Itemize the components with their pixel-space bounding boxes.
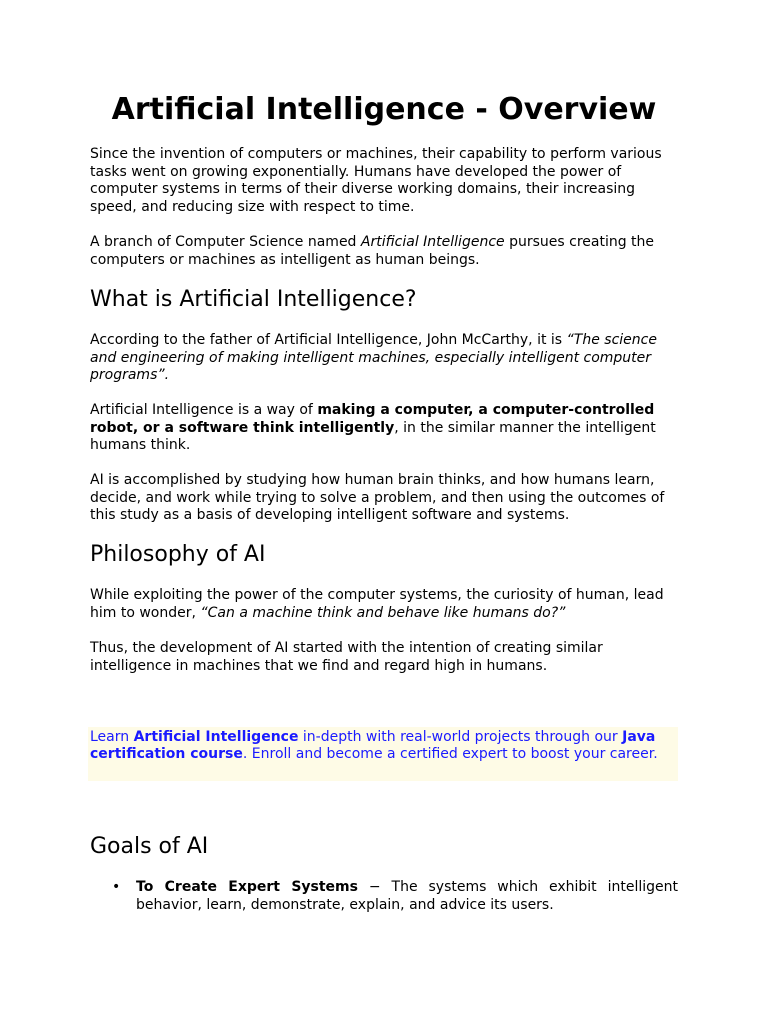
- mccarthy-quote: “The science and engineering of making intelligent machines, especially intelligent computer programs”.: [90, 332, 657, 384]
- intro-paragraph-1: Since the invention of computers or machines, their capability to perform various tasks went on growing exponentially. Humans have developed the power of computer systems in terms of their diverse working domains, their increasing speed, and reducing size with respect to time.: [90, 146, 662, 215]
- intro-paragraph-2-text: A branch of Computer Science named: [90, 234, 361, 250]
- mccarthy-quote-paragraph: [90, 332, 680, 385]
- definition-text-end: , in the similar manner the intelligent humans think.: [90, 419, 656, 454]
- promo-middle-text: in-depth with real-world projects through our: [298, 729, 623, 745]
- promo-text: [88, 727, 678, 764]
- goal-term: To Create Expert Systems: [136, 879, 358, 895]
- promo-topic-link[interactable]: Artificial Intelligence: [133, 729, 299, 745]
- promo-course-link[interactable]: Java certification course: [90, 729, 656, 763]
- promo-end-text: . Enroll and become a certified expert to boost your career.: [242, 746, 658, 763]
- promo-banner[interactable]: [88, 727, 678, 781]
- heading-goals: Goals of AI: [90, 834, 209, 859]
- heading-what-is-ai: What is Artificial Intelligence?: [90, 287, 417, 312]
- how-ai-accomplished-paragraph: AI is accomplished by studying how human brain thinks, and how humans learn, decide, and work while trying to solve a problem, and then using the outcomes of this study as a basis of developing intelligent software and systems.: [90, 472, 665, 524]
- goal-description: − The systems which exhibit intelligent behavior, learn, demonstrate, explain, and advice its users.: [136, 879, 678, 913]
- goals-list: [90, 879, 678, 914]
- definition-emphasis: making a computer, a computer-controlled robot, or a software think intelligently: [90, 402, 655, 436]
- definition-text: Artificial Intelligence is a way of: [90, 402, 318, 418]
- list-item: [90, 879, 678, 914]
- philosophy-paragraph-1: [90, 587, 680, 622]
- page-title: Artificial Intelligence - Overview: [111, 92, 657, 127]
- intro-paragraph-2: [90, 234, 680, 269]
- ai-term-emphasis: Artificial Intelligence: [360, 234, 505, 250]
- intro-paragraph-2-text-end: pursues creating the computers or machines as intelligent as human beings.: [90, 234, 655, 268]
- philosophy-paragraph-2: Thus, the development of AI started with the intention of creating similar intelligence in machines that we find and regard high in humans.: [90, 640, 603, 674]
- promo-learn-text: Learn: [90, 729, 134, 745]
- definition-paragraph: [90, 402, 680, 455]
- heading-philosophy: Philosophy of AI: [90, 542, 266, 567]
- philosophy-text: While exploiting the power of the computer systems, the curiosity of human, lead him to wonder,: [90, 587, 664, 621]
- mccarthy-intro-text: According to the father of Artificial Intelligence, John McCarthy, it is: [90, 332, 567, 348]
- bullet-icon: •: [112, 879, 121, 895]
- philosophy-quote: “Can a machine think and behave like humans do?”: [200, 604, 566, 621]
